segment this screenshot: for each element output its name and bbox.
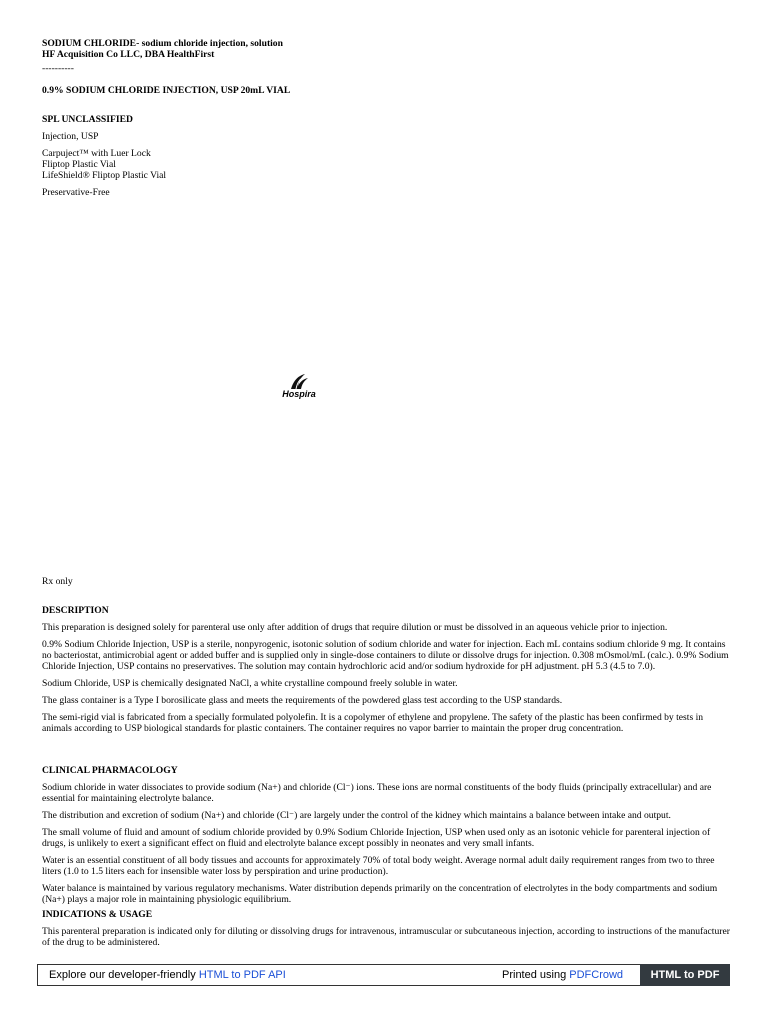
- vial-title: 0.9% SODIUM CHLORIDE INJECTION, USP 20mL VIAL: [42, 85, 291, 96]
- injection-usp: Injection, USP: [42, 131, 99, 142]
- form-item: LifeShield® Fliptop Plastic Vial: [42, 170, 167, 181]
- separator-line: ----------: [42, 63, 74, 74]
- spl-heading: SPL UNCLASSIFIED: [42, 114, 133, 125]
- description-paragraph: The semi-rigid vial is fabricated from a specially formulated polyolefin. It is a copolymer of ethylene and propylene. The safety of the plastic has been confirmed by tests in animals according to USP biological standards for plastic containers. The container requires no vapor barrier to maintain the proper drug concentration.: [42, 712, 704, 734]
- pdfcrowd-footer-banner: [37, 964, 730, 986]
- indications-paragraph: This parenteral preparation is indicated only for diluting or dissolving drugs for intravenous, intramuscular or subcutaneous injection, according to instructions of the manufacturer of the drug to be administered.: [42, 926, 730, 948]
- preservative-free: Preservative-Free: [42, 187, 110, 198]
- company-name: HF Acquisition Co LLC, DBA HealthFirst: [42, 49, 215, 60]
- clinical-paragraph: Water is an essential constituent of all body tissues and accounts for approximately 70% of total body weight. Average normal adult daily requirement ranges from two to three liters (1.0 to 1.5 liters each for insensible water loss by perspiration and urine production).: [42, 855, 715, 877]
- rx-only: Rx only: [42, 576, 73, 587]
- clinical-paragraph: Sodium chloride in water dissociates to provide sodium (Na+) and chloride (Cl⁻) ions. These ions are normal constituents of the body fluids (principally extracellular) and are essential for maintaining electrolyte balance.: [42, 782, 712, 804]
- hospira-logo: [276, 372, 322, 402]
- footer-explore: [49, 965, 286, 985]
- hospira-logo-text: Hospira: [282, 389, 316, 399]
- description-paragraph: This preparation is designed solely for parenteral use only after addition of drugs that require dilution or must be dissolved in an aqueous vehicle prior to injection.: [42, 622, 668, 633]
- description-paragraph: 0.9% Sodium Chloride Injection, USP is a sterile, nonpyrogenic, isotonic solution of sodium chloride and water for injection. Each mL contains sodium chloride 9 mg. It contains no bacteriostat, antimicrobial agent or added buffer and is supplied only in single-dose containers to dilute or dissolve drugs for injection. 0.308 mOsmol/mL (calc.). 0.9% Sodium Chloride Injection, USP contains no preservatives. The solution may contain hydrochloric acid and/or sodium hydroxide for pH adjustment. pH 5.3 (4.5 to 7.0).: [42, 639, 729, 672]
- hospira-logo-icon: [287, 372, 311, 390]
- footer-printed-text: Printed using: [502, 969, 570, 981]
- description-paragraph: The glass container is a Type I borosilicate glass and meets the requirements of the powdered glass test according to the USP standards.: [42, 695, 563, 706]
- description-paragraph: Sodium Chloride, USP is chemically designated NaCl, a white crystalline compound freely soluble in water.: [42, 678, 458, 689]
- document-title: SODIUM CHLORIDE- sodium chloride injection, solution: [42, 38, 283, 49]
- clinical-paragraph: The distribution and excretion of sodium (Na+) and chloride (Cl⁻) are largely under the control of the kidney which maintains a balance between intake and output.: [42, 810, 671, 821]
- footer-explore-text: Explore our developer-friendly: [49, 969, 199, 981]
- html-to-pdf-button[interactable]: HTML to PDF: [640, 964, 730, 986]
- html-to-pdf-api-link[interactable]: HTML to PDF API: [198, 969, 286, 981]
- clinical-paragraph: The small volume of fluid and amount of sodium chloride provided by 0.9% Sodium Chloride Injection, USP when used only as an isotonic vehicle for parenteral injection of drugs, is unlikely to exert a significant effect on fluid and electrolyte balance except possibly in neonates and very small infants.: [42, 827, 711, 849]
- pdfcrowd-link[interactable]: PDFCrowd: [569, 969, 624, 981]
- description-heading: DESCRIPTION: [42, 605, 109, 616]
- indications-heading: INDICATIONS & USAGE: [42, 909, 153, 920]
- clinical-paragraph: Water balance is maintained by various regulatory mechanisms. Water distribution depends primarily on the concentration of electrolytes in the body compartments and sodium (Na+) plays a major role in maintaining physiologic equilibrium.: [42, 883, 718, 905]
- form-item: Carpuject™ with Luer Lock: [42, 148, 151, 159]
- clinical-heading: CLINICAL PHARMACOLOGY: [42, 765, 178, 776]
- footer-printed: [502, 965, 623, 985]
- form-item: Fliptop Plastic Vial: [42, 159, 116, 170]
